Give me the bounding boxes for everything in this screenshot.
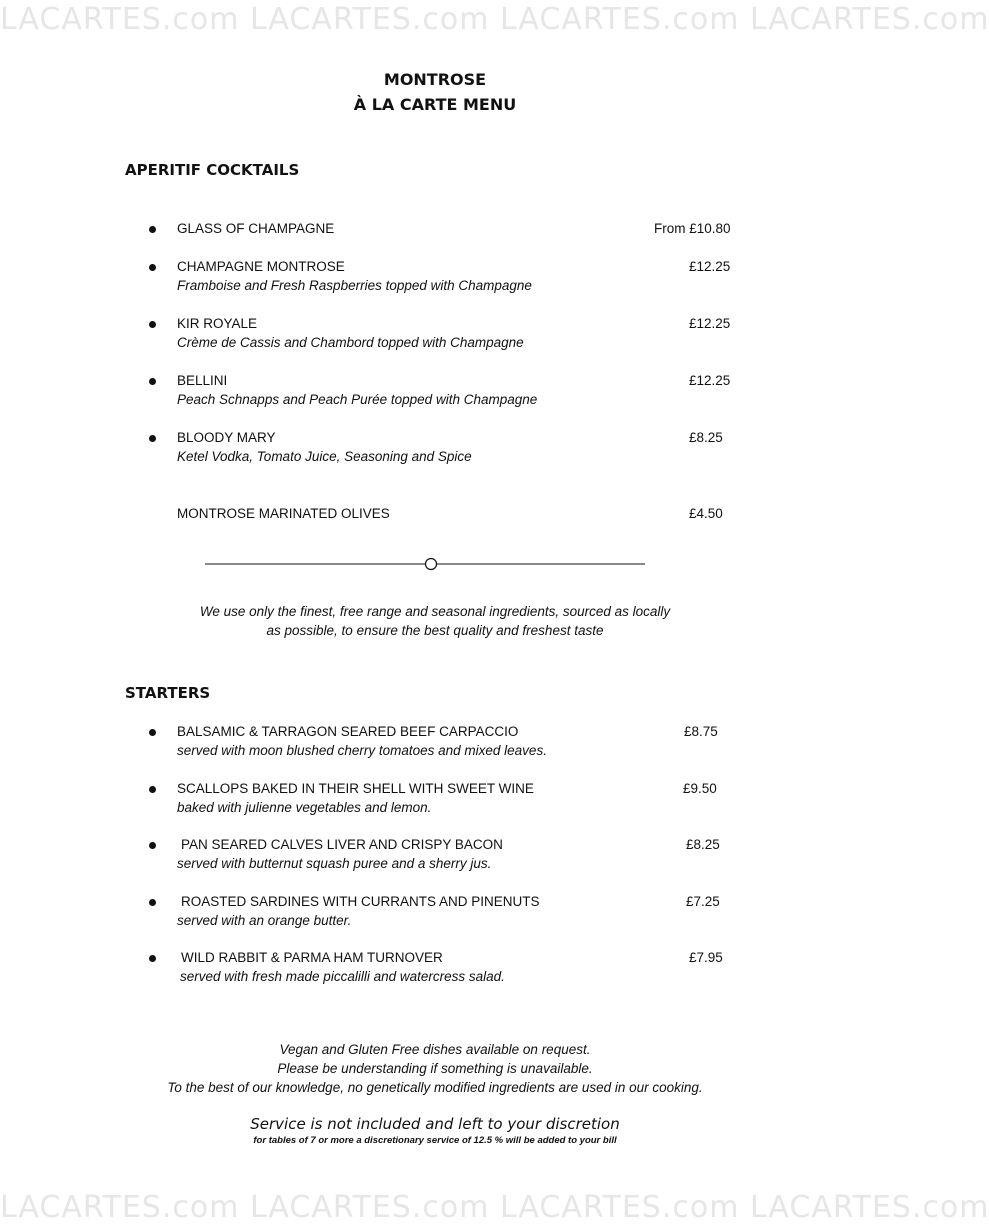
aperitif-heading: APERITIF COCKTAILS xyxy=(125,161,300,179)
sourcing-note xyxy=(0,602,870,640)
item-price: £12.25 xyxy=(689,373,731,388)
starters-heading: STARTERS xyxy=(125,684,211,702)
item-name: BELLINI xyxy=(177,373,228,388)
bullet-icon xyxy=(149,899,156,906)
bullet-icon xyxy=(149,786,156,793)
item-name: KIR ROYALE xyxy=(177,316,258,331)
watermark-top: LACARTES.com LACARTES.com LACARTES.com LACARTES.com xyxy=(0,2,989,37)
dietary-note-line: To the best of our knowledge, no genetically modified ingredients are used in our cooking. xyxy=(167,1080,703,1095)
ornament-divider xyxy=(205,555,645,573)
bullet-icon xyxy=(149,842,156,849)
sourcing-note-line: as possible, to ensure the best quality and freshest taste xyxy=(266,623,604,638)
item-description: Peach Schnapps and Peach Purée topped with Champagne xyxy=(177,392,538,407)
restaurant-name: MONTROSE xyxy=(383,70,487,89)
item-name: ROASTED SARDINES WITH CURRANTS AND PINENUTS xyxy=(181,894,540,909)
item-description: Framboise and Fresh Raspberries topped with Champagne xyxy=(177,278,532,293)
sourcing-note-line: We use only the finest, free range and seasonal ingredients, sourced as locally xyxy=(199,604,671,619)
item-name: GLASS OF CHAMPAGNE xyxy=(177,221,335,236)
divider-circle-icon xyxy=(426,559,437,570)
watermark-bottom: LACARTES.com LACARTES.com LACARTES.com LACARTES.com xyxy=(0,1190,989,1225)
item-name: PAN SEARED CALVES LIVER AND CRISPY BACON xyxy=(181,837,503,852)
bullet-icon xyxy=(149,264,156,271)
item-name: MONTROSE MARINATED OLIVES xyxy=(177,506,390,521)
dietary-note-line: Please be understanding if something is unavailable. xyxy=(277,1061,593,1076)
item-description: served with an orange butter. xyxy=(177,913,352,928)
item-price: £8.25 xyxy=(686,837,720,852)
item-description: baked with julienne vegetables and lemon. xyxy=(177,800,432,815)
service-note: Service is not included and left to your discretion xyxy=(250,1115,620,1133)
item-price: From £10.80 xyxy=(654,221,731,236)
dietary-note-line: Vegan and Gluten Free dishes available on request. xyxy=(279,1042,591,1057)
item-price: £12.25 xyxy=(689,259,731,274)
item-price: £4.50 xyxy=(689,506,723,521)
item-description: Ketel Vodka, Tomato Juice, Seasoning and Spice xyxy=(177,449,472,464)
item-name: BLOODY MARY xyxy=(177,430,276,445)
item-price: £7.25 xyxy=(686,894,720,909)
item-price: £9.50 xyxy=(683,781,717,796)
item-name: WILD RABBIT & PARMA HAM TURNOVER xyxy=(181,950,443,965)
item-name: BALSAMIC & TARRAGON SEARED BEEF CARPACCIO xyxy=(177,724,519,739)
service-charge-note: for tables of 7 or more a discretionary service of 12.5 % will be added to your bill xyxy=(253,1135,617,1146)
bullet-icon xyxy=(149,226,156,233)
bullet-icon xyxy=(149,435,156,442)
item-description: served with fresh made piccalilli and watercress salad. xyxy=(180,969,505,984)
menu-title: À LA CARTE MENU xyxy=(353,95,517,114)
item-price: £8.25 xyxy=(689,430,723,445)
bullet-icon xyxy=(149,321,156,328)
item-price: £12.25 xyxy=(689,316,731,331)
item-name: CHAMPAGNE MONTROSE xyxy=(177,259,345,274)
bullet-icon xyxy=(149,729,156,736)
item-description: served with butternut squash puree and a sherry jus. xyxy=(177,856,492,871)
item-description: Crème de Cassis and Chambord topped with Champagne xyxy=(177,335,524,350)
item-price: £7.95 xyxy=(689,950,723,965)
bullet-icon xyxy=(149,378,156,385)
dietary-note xyxy=(0,1040,870,1097)
item-description: served with moon blushed cherry tomatoes and mixed leaves. xyxy=(177,743,547,758)
bullet-icon xyxy=(149,955,156,962)
item-name: SCALLOPS BAKED IN THEIR SHELL WITH SWEET WINE xyxy=(177,781,534,796)
item-price: £8.75 xyxy=(684,724,718,739)
